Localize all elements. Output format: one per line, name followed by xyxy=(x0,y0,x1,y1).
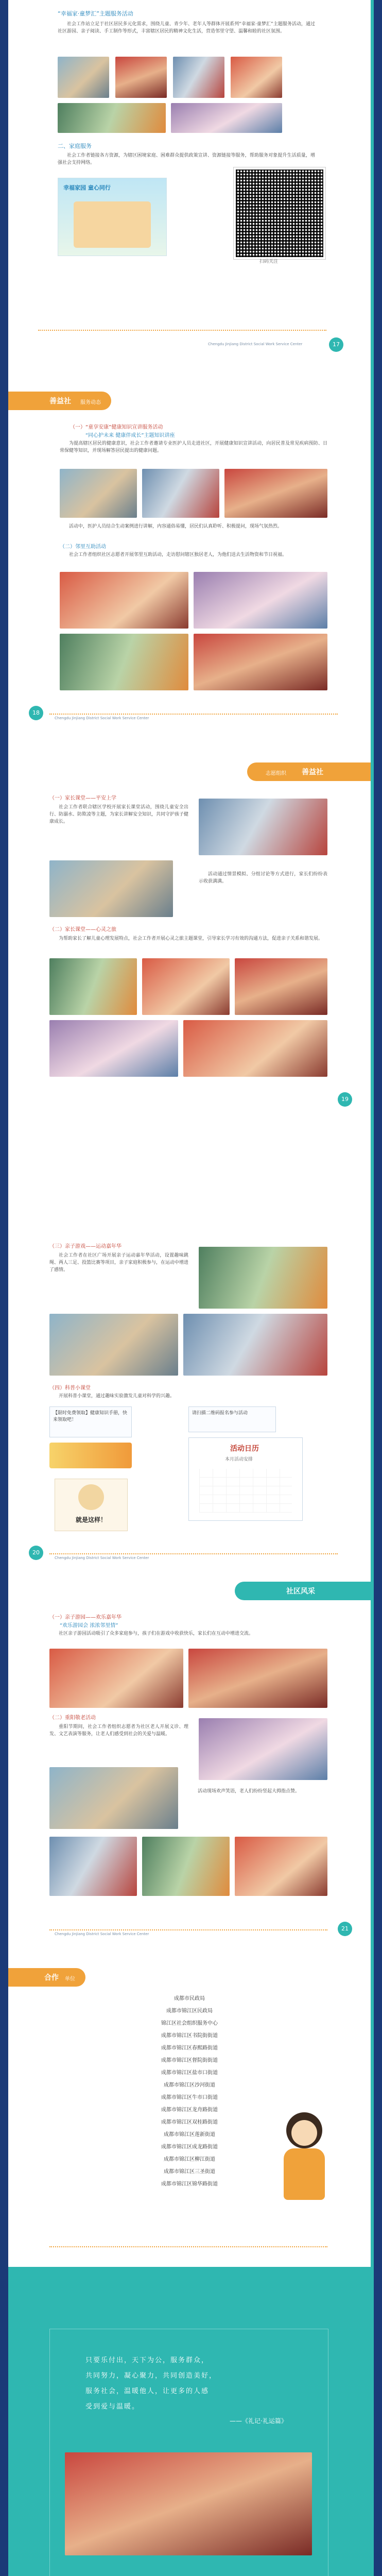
card-text: 请扫描二维码报名参与活动 xyxy=(192,1411,248,1416)
banner-title: 社区风采 xyxy=(286,1587,315,1596)
item-title: （一）“童享安康”健康知识宣讲服务活动 xyxy=(70,425,163,430)
poster-title: 幸福家园 童心同行 xyxy=(63,184,111,191)
calendar-card xyxy=(188,1437,303,1521)
footer-text: Chengdu Jinjiang District Social Work Service Center xyxy=(208,342,303,346)
banner-subtitle: 单位 xyxy=(65,1976,75,1982)
wechat-qr-code[interactable] xyxy=(234,167,325,259)
section-paragraph: 社会工作者链接各方资源，为辖区困境家庭、困难群众提供政策宣讲、资源链接等服务，帮助服务对象提升生活质量，增强社会支持网络。 xyxy=(58,153,315,165)
partner-item: 成都市锦江区柳江街道 xyxy=(164,2157,215,2162)
section-paragraph: 社会工作站立足于社区居民多元化需求，围绕儿童、青少年、老年人等群体开展系列“幸福家·童梦汇”主题服务活动，通过社区游园、亲子阅读、手工制作等形式，丰富辖区居民的精神文化生活，营造邻里守望、温馨和睦的社区氛围。 xyxy=(58,22,315,34)
activity-photo xyxy=(49,1767,178,1829)
section-paragraph: 活动通过情景模拟、分组讨论等方式进行，家长们纷纷表示收获满满。 xyxy=(199,872,327,884)
footer-text: Chengdu Jinjiang District Social Work Service Center xyxy=(55,1932,149,1936)
mascot-face xyxy=(291,2120,317,2146)
calendar-title: 活动日历 xyxy=(230,1445,259,1453)
activity-photo xyxy=(235,1837,327,1896)
item-subtitle: “欢乐游园会 浓浓邻里情” xyxy=(60,1623,118,1629)
activity-photo xyxy=(49,1649,183,1708)
banner-title: 合作 xyxy=(44,1974,59,1982)
left-navy-border xyxy=(0,0,8,2576)
section-paragraph: 为帮助家长了解儿童心理发展特点，社会工作者开展心灵之旅主题课堂，引导家长学习有效的沟通方法，促进亲子关系和谐发展。 xyxy=(59,936,323,941)
right-navy-border xyxy=(374,0,382,2576)
item-title: （三）亲子游戏——运动嘉年华 xyxy=(49,1244,121,1249)
section-heading: “幸福家·童梦汇”主题服务活动 xyxy=(58,10,133,17)
partner-item: 成都市锦江区双桂路街道 xyxy=(161,2120,218,2125)
section-partners xyxy=(8,1958,371,2267)
activity-photo xyxy=(115,57,167,98)
activity-photo xyxy=(171,103,282,133)
footer-text: Chengdu Jinjiang District Social Work Service Center xyxy=(55,1556,149,1560)
partner-item: 成都市锦江区锦华路街道 xyxy=(161,2181,218,2187)
banner-title: 善益社 xyxy=(302,768,323,776)
calendar-subtitle: 本月活动安排 xyxy=(225,1457,253,1462)
activity-photo xyxy=(188,1649,327,1708)
banner-prefix: 志愿组织 xyxy=(266,771,286,776)
page-number: 18 xyxy=(29,706,43,720)
activity-photo xyxy=(58,103,166,133)
activity-photo xyxy=(58,57,109,98)
partner-item: 成都市民政局 xyxy=(174,1996,205,2002)
info-card[interactable] xyxy=(188,1406,276,1432)
activity-photo xyxy=(60,634,188,690)
activity-photo xyxy=(199,1247,327,1309)
partner-item: 成都市锦江区三圣街道 xyxy=(164,2169,215,2175)
section-paragraph: 活动中，医护人员结合生动案例进行讲解，内容通俗易懂，居民们认真聆听、积极提问，现场气氛热烈。 xyxy=(69,524,283,529)
group-photo xyxy=(65,2452,312,2555)
quote-line: 服务社会，温暖他人，让更多的人感 xyxy=(85,2387,210,2395)
partner-item: 成都市锦江区牛市口街道 xyxy=(161,2095,218,2100)
activity-photo xyxy=(173,57,224,98)
poster-graphic xyxy=(58,178,167,256)
activity-photo xyxy=(49,1314,178,1376)
item-title: （四）科普小课堂 xyxy=(49,1385,91,1391)
partner-item: 锦江区社会组织服务中心 xyxy=(161,2021,218,2026)
partner-item: 成都市锦江区春熙路街道 xyxy=(161,2045,218,2051)
activity-photo xyxy=(49,958,137,1015)
section-paragraph: 社区亲子游园活动吸引了众多家庭参与，孩子们在游戏中收获快乐，家长们在互动中增进交流。 xyxy=(59,1631,254,1636)
item-title: （二）家长课堂——心灵之旅 xyxy=(49,927,116,933)
dotted-separator xyxy=(49,1929,327,1930)
quote-line: 共同努力，凝心聚力，共同创造美好， xyxy=(85,2372,217,2380)
quote-signature: ——《礼记·礼运篇》 xyxy=(230,2417,287,2425)
meme-face xyxy=(78,1484,104,1510)
dotted-separator xyxy=(49,2246,327,2247)
partner-item: 成都市锦江区成龙路街道 xyxy=(161,2144,218,2150)
section-paragraph: 重阳节期间，社会工作者组织志愿者为社区老人开展义诊、理发、文艺表演等服务，让老人们感受到社会的关爱与温暖。 xyxy=(49,1724,188,1737)
banner-subtitle: 服务动态 xyxy=(80,400,101,405)
mascot-illustration xyxy=(276,2112,333,2205)
graphic-banner xyxy=(49,1443,132,1468)
activity-photo xyxy=(199,1718,327,1780)
section-paragraph: 为提高辖区居民的健康意识，社会工作者邀请专业医护人员走进社区，开展健康知识宣讲活动，向居民普及常见疾病预防、日常保健等知识，并现场解答居民提出的健康问题。 xyxy=(60,441,327,453)
section-paragraph: 社会工作者在社区广场开展亲子运动嘉年华活动，设置趣味跳绳、两人三足、投篮比赛等项目，亲子家庭积极参与，在运动中增进了感情。 xyxy=(49,1253,189,1273)
item-title: （一）亲子游园——欢乐嘉年华 xyxy=(49,1615,121,1620)
page-number: 17 xyxy=(329,337,343,352)
section-volunteer xyxy=(8,752,371,1236)
dotted-separator xyxy=(38,330,326,331)
section-services xyxy=(8,381,371,752)
section-paragraph: 社会工作者组织社区志愿者开展邻里互助活动，走访慰问辖区独居老人，为他们送去生活物资和节日祝福。 xyxy=(69,552,287,557)
item-title: （一）家长课堂——平安上学 xyxy=(49,795,116,801)
activity-photo xyxy=(49,860,173,917)
activity-photo xyxy=(60,469,137,518)
activity-photo xyxy=(142,958,230,1015)
activity-photo xyxy=(231,57,282,98)
right-teal-edge xyxy=(371,0,374,2576)
activity-photo xyxy=(183,1314,327,1376)
meme-caption: 就是这样！ xyxy=(75,1516,107,1523)
banner-title: 善益社 xyxy=(49,397,71,405)
page-number: 19 xyxy=(338,1092,352,1107)
item-title: （二）重阳敬老活动 xyxy=(49,1715,96,1721)
quote-line: 只要乐付出，天下为公，服务群众， xyxy=(85,2357,210,2364)
sub-heading: 二、家庭服务 xyxy=(58,143,92,149)
activity-photo xyxy=(49,1020,178,1077)
dotted-separator xyxy=(49,714,338,715)
activity-photo xyxy=(235,958,327,1015)
partner-item: 成都市锦江区民政局 xyxy=(166,2008,213,2014)
item-subtitle: “同心护未来 健康伴成长”主题知识讲座 xyxy=(85,433,175,438)
house-illustration xyxy=(74,201,151,248)
section-paragraph: 开展科普小课堂，通过趣味实验激发儿童对科学的兴趣。 xyxy=(59,1394,175,1399)
section-quote xyxy=(8,2267,371,2576)
meme-sticker xyxy=(55,1479,128,1531)
activity-photo xyxy=(224,469,327,518)
info-card[interactable] xyxy=(49,1406,132,1437)
footer-text: Chengdu Jinjiang District Social Work Service Center xyxy=(55,716,149,720)
activity-photo xyxy=(142,469,219,518)
mascot-body xyxy=(284,2148,325,2200)
dotted-separator xyxy=(49,1553,338,1554)
partner-item: 成都市锦江区督院街街道 xyxy=(161,2058,218,2063)
partner-item: 成都市锦江区沙河街道 xyxy=(164,2082,215,2088)
partner-item: 成都市锦江区莲新街道 xyxy=(164,2132,215,2138)
activity-photo xyxy=(194,634,327,690)
section-parenting xyxy=(8,1236,371,1571)
partner-item: 成都市锦江区龙舟路街道 xyxy=(161,2107,218,2113)
section-paragraph: 活动现场欢声笑语，老人们纷纷竖起大拇指点赞。 xyxy=(198,1789,300,1794)
quote-line: 受到爱与温暖。 xyxy=(85,2403,140,2411)
activity-photo xyxy=(60,572,188,629)
calendar-grid xyxy=(199,1469,292,1513)
page-number: 20 xyxy=(29,1546,43,1560)
qr-caption: 扫码关注 xyxy=(259,259,279,264)
activity-photo xyxy=(199,799,327,855)
section-activity-1 xyxy=(18,0,359,381)
activity-photo xyxy=(142,1837,230,1896)
section-community xyxy=(8,1571,371,1958)
section-paragraph: 社会工作者联合辖区学校开展家长课堂活动，围绕儿童安全出行、防溺水、防欺凌等主题，为家长讲解安全知识，共同守护孩子健康成长。 xyxy=(49,805,189,824)
activity-photo xyxy=(194,572,327,629)
partner-item: 成都市锦江区书院街街道 xyxy=(161,2033,218,2039)
partner-item: 成都市锦江区盐市口街道 xyxy=(161,2070,218,2076)
activity-photo xyxy=(183,1020,327,1077)
page-number: 21 xyxy=(338,1922,352,1936)
item-title: （二）邻里互助活动 xyxy=(60,544,106,550)
card-text: 【限时免费领取】健康知识手册，快来领取吧！ xyxy=(53,1411,128,1422)
activity-photo xyxy=(49,1837,137,1896)
